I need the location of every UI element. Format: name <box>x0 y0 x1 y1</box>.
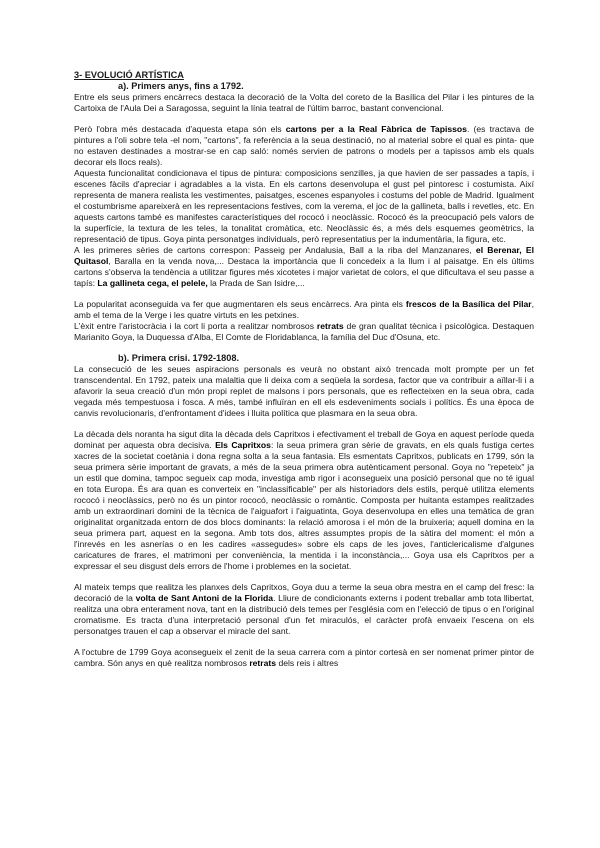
bold-retrats-reis: retrats <box>249 658 277 668</box>
subsection-heading-primers-anys: a). Primers anys, fins a 1792. <box>118 81 244 91</box>
paragraph-popularitat <box>74 299 534 343</box>
text-run: La popularitat aconseguida va fer que augmentaren els seus encàrrecs. Ara pinta els <box>74 299 406 309</box>
text-run: . (es tractava de pintures a l'oli sobre tela -el nom, "cartons", fa referència a la seua destinació, no al material sobre el qual es pinta- que no estaven destinades a mostrar-se en cap saló: només servien de patrons o models per a tapissos amb els quals decorar els llocs reals). <box>74 124 534 167</box>
text-run: Al mateix temps que realitza les planxes dels Capritxos, Goya duu a terme la seua obra mestra en el camp del fresc: la decoració de la <box>74 582 534 603</box>
text-run: . Lliure de condicionants externs i podent treballar amb tota llibertat, realitza una obra enterament nova, tant en la distribució dels temes per l'església com en l'elecció de tipus o en l'original cromatisme. Es tracta d'una interpretació personal d'un fet miraculós, el caràcter profà envaeix l'escena on els personatges trauen el cap a observar el miracle del sant. <box>74 593 534 636</box>
paragraph-capritxos <box>74 429 534 572</box>
bold-gallineta-pelele: La gallineta cega, el pelele, <box>97 278 208 288</box>
text-run: Però l'obra més destacada d'aquesta etapa són els <box>74 124 286 134</box>
bold-volta-sant-antoni: volta de Sant Antoni de la Florida <box>135 593 274 603</box>
bold-frescos-pilar: frescos de la Basílica del Pilar <box>405 299 532 309</box>
section-title: 3- EVOLUCIÓ ARTÍSTICA <box>74 70 184 80</box>
paragraph-sant-antoni <box>74 582 534 637</box>
text-run: A l'octubre de 1799 Goya aconsegueix el zenit de la seua carrera com a pintor cortesà en ser nomenat primer pintor de cambra. Són anys en què realitza nombrosos <box>74 647 534 668</box>
bold-retrats: retrats <box>316 321 344 331</box>
paragraph-pintor-cambra <box>74 647 534 669</box>
text-run: A les primeres sèries de cartons correspon: Passeig per Andalusia, Ball a la riba del Manzanares, <box>74 245 476 255</box>
bold-els-capritxos: Els Capritxos <box>215 440 271 450</box>
paragraph-series-cartons <box>74 245 534 289</box>
subsection-heading-primera-crisi: b). Primera crisi. 1792-1808. <box>118 353 240 363</box>
text-run: de gran qualitat tècnica i psicològica. Destaquen Marianito Goya, la Duquessa d'Alba, El Comte de Floridablanca, la família del Duc d'Osuna, etc. <box>74 321 534 342</box>
bold-cartons-tapissos: cartons per a la Real Fàbrica de Tapissos <box>285 124 467 134</box>
paragraph-funcionalitat: Aquesta funcionalitat condicionava el tipus de pintura: composicions senzilles, ja que havien de ser passades a tapís, i escenes fàcils d'apreciar i agradables a la vista. En els cartons desenvolupa el gust pel pintoresc i costumista. Així representa de manera realista les vestimentes, paisatges, escenes espanyoles i costums del poble de Madrid. Igualment el costumbrisme apareixerà en les representacions festives, com la verema, el joc de la gallineta, balls i revetles, etc. En aquests cartons també es manifestes característiques del rococó i neoclàssic. Rococó és la preocupació pels valors de la superfície, la textura de les teles, la tonalitat cromàtica, etc. Neoclàssic és, a més dels esquemes geomètrics, la representació de tipus. Goya pinta personatges individuals, però representatius per la indumentària, la figura, etc. <box>74 168 534 244</box>
text-run: : la seua primera gran sèrie de gravats, en els quals fustiga certes xacres de la societat coetània i dona regna solta a la seua fantasia. Els esmentats Capritxos, publicats en 1799, són la seua primera sèrie important de gravats, a més de la seua primera obra autènticament personal. Goya no "repeteix" ja un estil que domina, tampoc segueix cap moda, investiga amb rigor i aconsegueix una posició personal que no té igual en tota Europa. És ara quan es converteix en "inclassificable" per als historiadors dels estils, perquè utilitza elements rococó i neoclàssics, però no és un pintor rococó, neoclàssic o romàntic. Composta per huitanta estampes realitzades amb un extraordinari domini de la tècnica de l'aiguafort i l'aiguatinta, Goya desenvolupa en elles una temàtica de gran originalitat organitzada entorn de dos blocs dominants: la relació amorosa i el món de la bruixeria; aquell domina en la seua primera part, aquest en la segona. Amb tots dos, altres assumptes propis de la sàtira del moment: el món a l'inrevés en les asnerías o en les cadires «assegudes» sobre els caps de les joves, l'anticlericalisme d'algunes caricatures de frares, el matrimoni per conveniència, la mentida i la inconstància,... Goya usa els Capritxos per a expressar el seu disgust dels errors de l'home i problemes en la societat. <box>74 440 534 571</box>
bold-berenar-quitasol: el Berenar, El Quitasol <box>74 245 534 266</box>
document-page <box>74 70 534 669</box>
text-run: , amb el tema de la Verge i les quatre virtuts en les petxines. <box>74 299 534 320</box>
text-run: la Prada de San Isidre,... <box>207 278 305 288</box>
paragraph-primers-encarrecs: Entre els seus primers encàrrecs destaca la decoració de la Volta del coreto de la Basílica del Pilar i les pintures de la Cartoixa de l'Aula Dei a Saragossa, seguint la línia teatral de l'últim barroc, bastant convencional. <box>74 92 534 113</box>
paragraph-sordesa: La consecució de les seues aspiracions personals es veurà no obstant això trencada molt prompte per un fet transcendental. En 1792, pateix una malaltia que li deixa com a seqüela la sordesa, factor que va contribuir a aïllar-li i a afavorir la seua creació d'un món propi replet de malsons i pors personals, que es reflecteixen en la seua obra, cada vegada més tempestuosa i fosca. A més, també influïran en ell els esdeveniments socials i polítics. És una època de canvis revolucionaris, d'enfrontament d'idees i lluita política que plasmara en la seua obra. <box>74 364 534 418</box>
text-run: dels reis i altres <box>276 658 339 668</box>
text-run: La dècada dels noranta ha sigut dita la dècada dels Capritxos i efectivament el treball de Goya en aquest període queda dominat per aquesta obra decisiva. <box>74 429 534 450</box>
paragraph-cartons <box>74 124 534 168</box>
text-run: L'èxit entre l'aristocràcia i la cort li porta a realitzar nombrosos <box>74 321 317 331</box>
text-run: , Baralla en la venda nova,... Destaca la importància que li concedeix a la llum i al paisatge. En els últims cartons s'observa la tendència a utilitzar figures més xicotetes i major varietat de colors, el que dificultava el seu passe a tapís: <box>74 256 534 288</box>
